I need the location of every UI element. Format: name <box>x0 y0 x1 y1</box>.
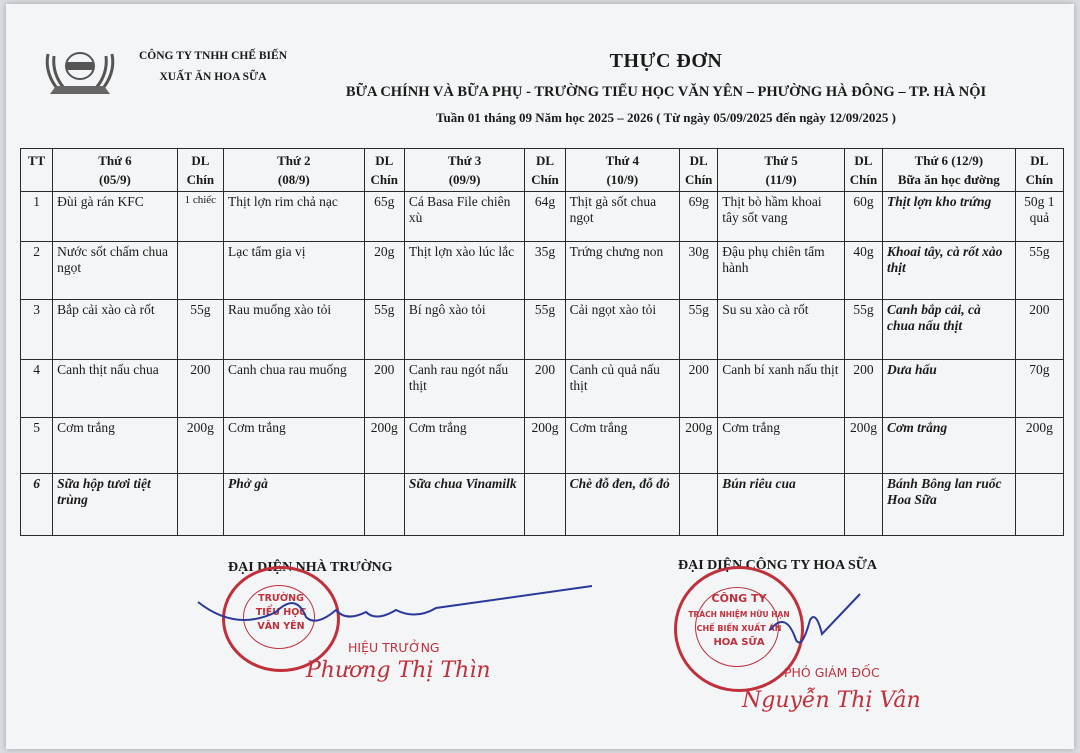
dish-cell: Cơm trắng <box>223 418 364 474</box>
row-number: 6 <box>21 474 53 536</box>
portion-cell: 20g <box>364 242 404 300</box>
portion-cell: 200 <box>1015 300 1063 360</box>
portion-cell: 200 <box>844 360 882 418</box>
dish-cell: Nước sốt chấm chua ngọt <box>53 242 178 300</box>
dish-cell: Khoai tây, cà rốt xào thịt <box>883 242 1016 300</box>
portion-cell: 55g <box>844 300 882 360</box>
portion-cell: 55g <box>364 300 404 360</box>
portion-cell: 40g <box>844 242 882 300</box>
dish-cell: Bún riêu cua <box>718 474 845 536</box>
dish-cell: Su su xào cà rốt <box>718 300 845 360</box>
dish-cell: Canh thịt nấu chua <box>53 360 178 418</box>
table-row <box>21 360 1064 418</box>
table-header-cell: DL Chín <box>525 149 565 192</box>
vice-director-signature <box>766 590 866 650</box>
row-number: 3 <box>21 300 53 360</box>
dish-cell: Cải ngọt xào tỏi <box>565 300 680 360</box>
dish-cell: Đùi gà rán KFC <box>53 192 178 242</box>
portion-cell: 30g <box>680 242 718 300</box>
portion-cell: 69g <box>680 192 718 242</box>
portion-cell: 200g <box>364 418 404 474</box>
portion-cell <box>844 474 882 536</box>
dish-cell: Chè đỗ đen, đỗ đỏ <box>565 474 680 536</box>
principal-name: Phương Thị Thìn <box>306 658 491 683</box>
dish-cell: Canh củ quả nấu thịt <box>565 360 680 418</box>
table-header-cell: DL Chín <box>680 149 718 192</box>
menu-table <box>20 148 1064 536</box>
table-header-cell: Thứ 6 (05/9) <box>53 149 178 192</box>
portion-cell <box>177 474 223 536</box>
table-header-cell: Thứ 3 (09/9) <box>404 149 525 192</box>
table-header-cell: Thứ 4 (10/9) <box>565 149 680 192</box>
dish-cell: Canh chua rau muống <box>223 360 364 418</box>
portion-cell <box>177 242 223 300</box>
dish-cell: Canh bí xanh nấu thịt <box>718 360 845 418</box>
dish-cell: Cá Basa File chiên xù <box>404 192 525 242</box>
dish-cell: Canh bắp cải, cà chua nấu thịt <box>883 300 1016 360</box>
week-range: Tuần 01 tháng 09 Năm học 2025 – 2026 ( Từ ngày 05/09/2025 đến ngày 12/09/2025 ) <box>436 110 896 125</box>
table-row <box>21 300 1064 360</box>
dish-cell: Cơm trắng <box>404 418 525 474</box>
dish-cell: Canh rau ngót nấu thịt <box>404 360 525 418</box>
portion-cell: 64g <box>525 192 565 242</box>
portion-cell: 200g <box>844 418 882 474</box>
dish-cell: Thịt bò hầm khoai tây sốt vang <box>718 192 845 242</box>
principal-signature <box>196 582 596 642</box>
company-rep-title: ĐẠI DIỆN CÔNG TY HOA SỮA <box>678 558 878 573</box>
dish-cell: Cơm trắng <box>53 418 178 474</box>
dish-cell: Lạc tẩm gia vị <box>223 242 364 300</box>
portion-cell: 50g 1 quả <box>1015 192 1063 242</box>
portion-cell: 60g <box>844 192 882 242</box>
portion-cell: 70g <box>1015 360 1063 418</box>
table-header-cell: DL Chín <box>364 149 404 192</box>
company-stamp: CÔNG TY TRÁCH NHIỆM HỮU HẠN CHẾ BIẾN XUẤT ĂN HOA SỮA <box>674 566 804 692</box>
portion-cell: 55g <box>680 300 718 360</box>
portion-cell: 200g <box>525 418 565 474</box>
portion-cell: 200 <box>177 360 223 418</box>
page-subtitle: BỮA CHÍNH VÀ BỮA PHỤ - TRƯỜNG TIỂU HỌC VĂN YÊN – PHƯỜNG HÀ ĐÔNG – TP. HÀ NỘI <box>345 84 987 100</box>
school-rep-title: ĐẠI DIỆN NHÀ TRƯỜNG <box>228 560 393 575</box>
portion-cell: 55g <box>177 300 223 360</box>
row-number: 1 <box>21 192 53 242</box>
dish-cell: Thịt gà sốt chua ngọt <box>565 192 680 242</box>
table-header-cell: Thứ 6 (12/9) Bữa ăn học đường <box>883 149 1016 192</box>
portion-cell: 200 <box>364 360 404 418</box>
table-header-cell: Thứ 5 (11/9) <box>718 149 845 192</box>
portion-cell <box>525 474 565 536</box>
dish-cell: Trứng chưng non <box>565 242 680 300</box>
vice-director-role: PHÓ GIÁM ĐỐC <box>784 665 880 680</box>
dish-cell: Phở gà <box>223 474 364 536</box>
dish-cell: Rau muống xào tỏi <box>223 300 364 360</box>
dish-cell: Thịt lợn rim chả nạc <box>223 192 364 242</box>
portion-cell: 55g <box>525 300 565 360</box>
company-name <box>128 46 298 88</box>
company-logo <box>40 44 120 100</box>
dish-cell: Thịt lợn xào lúc lắc <box>404 242 525 300</box>
portion-cell <box>1015 474 1063 536</box>
dish-cell: Sữa chua Vinamilk <box>404 474 525 536</box>
table-row <box>21 192 1064 242</box>
table-header-cell: Thứ 2 (08/9) <box>223 149 364 192</box>
portion-cell <box>364 474 404 536</box>
row-number: 5 <box>21 418 53 474</box>
dish-cell: Thịt lợn kho trứng <box>883 192 1016 242</box>
portion-cell: 200g <box>1015 418 1063 474</box>
dish-cell: Cơm trắng <box>718 418 845 474</box>
portion-cell: 35g <box>525 242 565 300</box>
table-header-cell: DL Chín <box>1015 149 1063 192</box>
menu-document <box>6 4 1074 749</box>
principal-role: HIỆU TRƯỞNG <box>348 640 440 655</box>
company-line2: XUẤT ĂN HOA SỮA <box>159 71 267 83</box>
portion-cell <box>680 474 718 536</box>
dish-cell: Bí ngô xào tỏi <box>404 300 525 360</box>
portion-cell: 65g <box>364 192 404 242</box>
school-stamp: TRƯỜNG TIỂU HỌC VĂN YÊN <box>222 566 340 672</box>
portion-cell: 200g <box>177 418 223 474</box>
portion-cell: 200 <box>525 360 565 418</box>
dish-cell: Đậu phụ chiên tẩm hành <box>718 242 845 300</box>
row-number: 4 <box>21 360 53 418</box>
portion-cell: 55g <box>1015 242 1063 300</box>
dish-cell: Cơm trắng <box>565 418 680 474</box>
portion-cell: 200g <box>680 418 718 474</box>
table-row <box>21 242 1064 300</box>
dish-cell: Bánh Bông lan ruốc Hoa Sữa <box>883 474 1016 536</box>
dish-cell: Bắp cải xào cà rốt <box>53 300 178 360</box>
table-header-cell: DL Chín <box>177 149 223 192</box>
dish-cell: Dưa hấu <box>883 360 1016 418</box>
table-row <box>21 474 1064 536</box>
table-header-cell: TT <box>21 149 53 192</box>
vice-director-name: Nguyễn Thị Vân <box>742 688 921 713</box>
table-row <box>21 418 1064 474</box>
company-line1: CÔNG TY TNHH CHẾ BIẾN <box>138 50 288 62</box>
portion-cell: 200 <box>680 360 718 418</box>
table-header-cell: DL Chín <box>844 149 882 192</box>
portion-cell: 1 chiếc <box>177 192 223 242</box>
dish-cell: Cơm trắng <box>883 418 1016 474</box>
row-number: 2 <box>21 242 53 300</box>
page-title: THỰC ĐƠN <box>609 50 723 72</box>
table-header-row <box>21 149 1064 192</box>
dish-cell: Sữa hộp tươi tiệt trùng <box>53 474 178 536</box>
